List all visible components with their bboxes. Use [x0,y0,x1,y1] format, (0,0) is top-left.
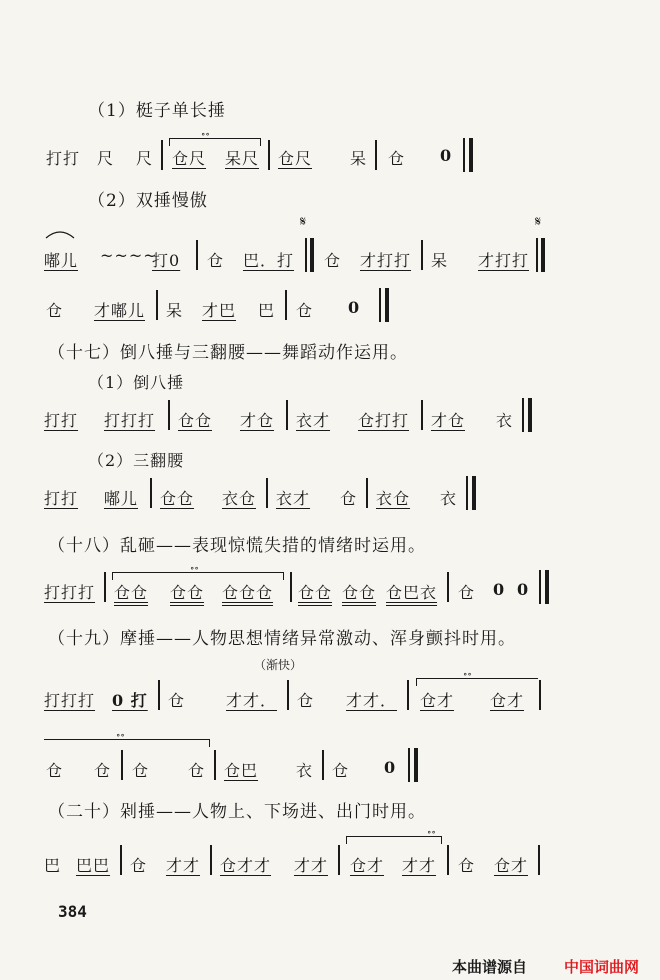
rest: 0 [384,758,397,777]
note: 仓仓 [114,583,149,602]
tremolo-line: ~~~~ [100,246,158,265]
roll-mark: ∘∘ [116,731,125,741]
roll-bracket [169,138,261,139]
note: 嘟儿 [104,489,139,508]
note: 0 打 [112,691,148,710]
note: 打打打 [44,691,96,710]
barline [287,680,289,710]
barline [158,680,160,710]
roll-bracket-end [283,572,284,580]
barline [538,845,540,875]
note: 仓尺 [278,149,313,168]
barline [407,680,409,710]
note: 嘟儿 [44,251,79,270]
barline [161,140,163,170]
note: 打打打 [44,583,96,602]
note: 仓 [132,761,150,780]
note: 衣 [496,411,514,430]
note: 尺 [136,149,154,168]
barline [214,750,216,780]
note: 打打 [44,489,79,508]
final-barline [414,748,418,782]
note: 仓 [458,856,476,875]
roll-mark: ∘∘ [463,670,472,680]
note: 呆 [166,301,184,320]
roll-mark: ∘∘ [190,564,199,574]
roll-bracket-end [260,138,261,146]
note: 仓尺 [172,149,207,168]
barline [210,845,212,875]
barline [447,845,449,875]
note: 仓 [188,761,206,780]
note: 巴 [44,856,62,875]
barline [322,750,324,780]
note: 才才． [226,691,278,710]
note: 仓仓 [170,583,205,602]
section-heading: （十七）倒八捶与三翻腰——舞蹈动作运用。 [48,343,408,363]
note: 仓 [458,583,476,602]
note: 打打打 [104,411,156,430]
note: 打打 [46,149,81,168]
note: 仓 [297,691,315,710]
note: 仓才 [420,691,455,710]
note: 呆尺 [225,149,260,168]
barline [463,138,465,172]
page-number: 384 [58,902,87,921]
roll-bracket-end [416,678,417,686]
note: 仓打打 [358,411,410,430]
note: 打0 [152,251,181,270]
source-label: 本曲谱源自 [452,958,528,976]
barline [522,398,524,432]
roll-bracket-end [441,836,442,844]
final-barline [545,570,549,604]
barline [447,572,449,602]
section-heading: （十九）摩捶——人物思想情绪异常激动、浑身颤抖时用。 [48,629,516,649]
barline [290,572,292,602]
barline [466,476,468,510]
section-heading: （2）双捶慢傲 [88,191,208,211]
barline [421,400,423,430]
note: 衣才 [276,489,311,508]
note: 仓巴 [224,761,259,780]
barline [104,572,106,602]
note: 衣仓 [222,489,257,508]
barline [150,478,152,508]
barline [268,140,270,170]
rest: 0 [440,146,453,165]
barline [156,290,158,320]
segno-mark: 𝄋 [300,214,307,230]
segno-mark: 𝄋 [535,214,542,230]
note: 尺 [97,149,115,168]
note: 仓巴衣 [386,583,438,602]
section-heading: （1）梃子单长捶 [88,101,226,121]
final-barline [472,476,476,510]
note: 仓仓 [178,411,213,430]
note: 才仓 [431,411,466,430]
roll-bracket-end [112,572,113,580]
note: 打打 [44,411,79,430]
barline [120,845,122,875]
note: 衣仓 [376,489,411,508]
section-subheading: （2）三翻腰 [88,451,185,470]
tempo-marking: （渐快） [254,658,303,672]
roll-bracket-end [346,836,347,844]
note: 仓才 [494,856,529,875]
note: 仓 [46,301,64,320]
note: 仓 [388,149,406,168]
barline [366,478,368,508]
note: 才打打 [478,251,530,270]
barline [539,680,541,710]
repeat-barline [541,238,545,272]
note: 呆 [431,251,449,270]
final-barline [528,398,532,432]
site-name-link[interactable]: 中国词曲网 [564,958,640,976]
barline [266,478,268,508]
note: 仓 [340,489,358,508]
section-heading: （二十）剁捶——人物上、下场进、出门时用。 [48,802,426,822]
roll-bracket [44,739,210,740]
note: 才打打 [360,251,412,270]
barline [286,400,288,430]
barline [408,748,410,782]
note: 仓才 [490,691,525,710]
note: 仓 [207,251,225,270]
note: 仓 [296,301,314,320]
barline [196,240,198,270]
final-barline [385,288,389,322]
barline [536,238,538,272]
note: 才才． [346,691,398,710]
note: 巴．打 [243,251,295,270]
note: 仓仓 [298,583,333,602]
note: 仓仓仓 [222,583,274,602]
barline [375,140,377,170]
slur-mark [44,228,76,240]
barline [168,400,170,430]
roll-mark: ∘∘ [427,828,436,838]
note: 才才 [166,856,201,875]
note: 仓仓 [160,489,195,508]
note: 巴 [258,301,276,320]
barline [121,750,123,780]
note: 才仓 [240,411,275,430]
roll-bracket [416,678,538,679]
repeat-barline [310,238,314,272]
barline [338,845,340,875]
note: 仓才才 [220,856,272,875]
note: 仓 [130,856,148,875]
barline [539,570,541,604]
note: 仓 [46,761,64,780]
barline [305,238,307,272]
note: 仓 [324,251,342,270]
section-heading: （十八）乱砸——表现惊慌失措的情绪时运用。 [48,536,426,556]
note: 仓仓 [342,583,377,602]
note: 才才 [402,856,437,875]
note: 才嘟儿 [94,301,146,320]
note: 仓 [94,761,112,780]
note: 才才 [294,856,329,875]
rest: 0 [517,580,530,599]
note: 衣 [440,489,458,508]
note: 仓才 [350,856,385,875]
note: 呆 [350,149,368,168]
note: 巴巴 [76,856,111,875]
note: 才巴 [202,301,237,320]
final-barline [469,138,473,172]
section-subheading: （1）倒八捶 [88,373,185,392]
rest: 0 [348,298,361,317]
barline [285,290,287,320]
roll-mark: ∘∘ [201,130,210,140]
note: 仓 [332,761,350,780]
note: 衣才 [296,411,331,430]
roll-bracket-end [169,138,170,146]
barline [379,288,381,322]
barline [421,240,423,270]
note: 衣 [296,761,314,780]
roll-bracket-end [209,739,210,747]
rest: 0 [493,580,506,599]
note: 仓 [168,691,186,710]
